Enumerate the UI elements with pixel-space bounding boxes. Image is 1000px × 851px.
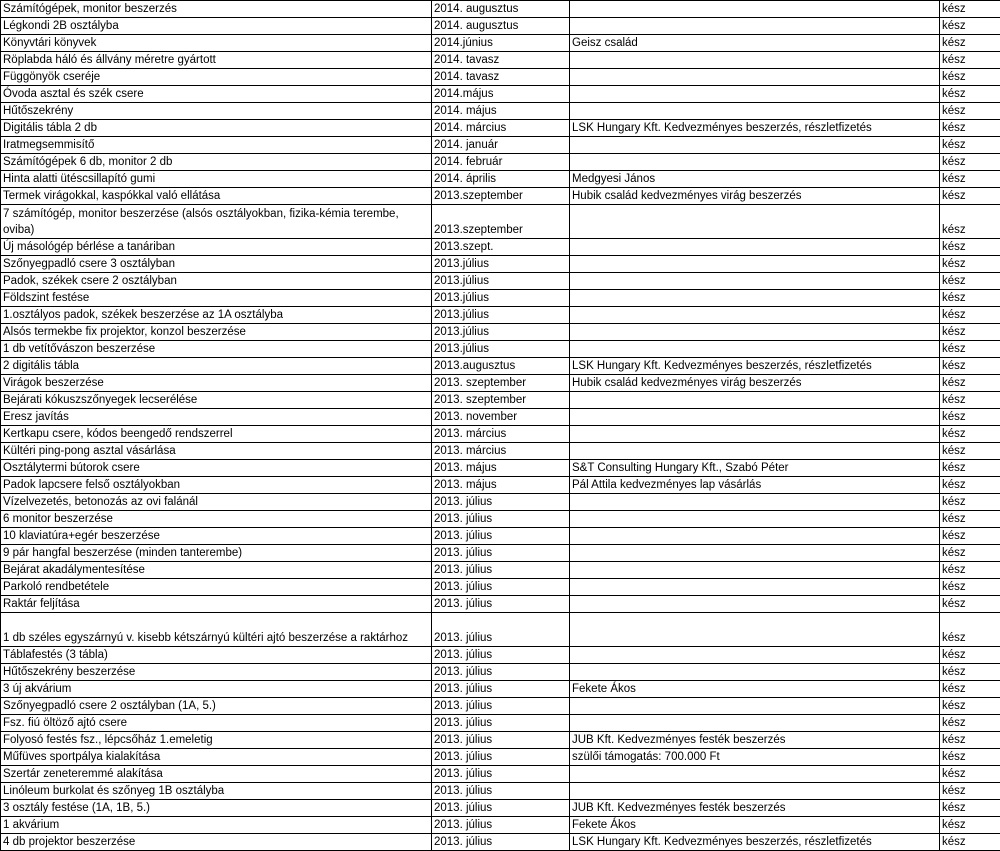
- date-cell[interactable]: 2013. július: [432, 647, 570, 664]
- task-cell[interactable]: Osztálytermi bútorok csere: [1, 460, 432, 477]
- note-cell[interactable]: [570, 103, 940, 120]
- status-cell[interactable]: kész: [940, 188, 1000, 205]
- date-cell[interactable]: 2013. július: [432, 732, 570, 749]
- status-cell[interactable]: kész: [940, 154, 1000, 171]
- date-cell[interactable]: 2013. július: [432, 817, 570, 834]
- task-cell[interactable]: 10 klaviatúra+egér beszerzése: [1, 528, 432, 545]
- note-cell[interactable]: [570, 324, 940, 341]
- date-cell[interactable]: 2013.szeptember: [432, 205, 570, 239]
- note-cell[interactable]: [570, 698, 940, 715]
- note-cell[interactable]: [570, 664, 940, 681]
- task-cell[interactable]: Bejárat akadálymentesítése: [1, 562, 432, 579]
- note-cell[interactable]: [570, 579, 940, 596]
- date-cell[interactable]: 2013.július: [432, 341, 570, 358]
- date-cell[interactable]: 2013. július: [432, 579, 570, 596]
- task-cell[interactable]: Könyvtári könyvek: [1, 35, 432, 52]
- task-cell[interactable]: Termek virágokkal, kaspókkal való ellátása: [1, 188, 432, 205]
- task-cell[interactable]: Vízelvezetés, betonozás az ovi falánál: [1, 494, 432, 511]
- note-cell[interactable]: [570, 154, 940, 171]
- status-cell[interactable]: kész: [940, 392, 1000, 409]
- table-row: [1, 69, 1000, 86]
- date-cell[interactable]: 2013. július: [432, 783, 570, 800]
- date-cell[interactable]: 2013. július: [432, 511, 570, 528]
- table-row: [1, 443, 1000, 460]
- note-cell[interactable]: [570, 494, 940, 511]
- note-cell[interactable]: [570, 613, 940, 647]
- date-cell[interactable]: 2014. február: [432, 154, 570, 171]
- status-cell[interactable]: kész: [940, 817, 1000, 834]
- note-cell[interactable]: Geisz család: [570, 35, 940, 52]
- table-row: [1, 426, 1000, 443]
- status-cell[interactable]: kész: [940, 341, 1000, 358]
- table-row: [1, 613, 1000, 647]
- table-row: [1, 256, 1000, 273]
- table-row: [1, 290, 1000, 307]
- date-cell[interactable]: 2013. május: [432, 477, 570, 494]
- task-cell[interactable]: Padok lapcsere felső osztályokban: [1, 477, 432, 494]
- table-row: [1, 392, 1000, 409]
- task-cell[interactable]: Linóleum burkolat és szőnyeg 1B osztályba: [1, 783, 432, 800]
- task-cell[interactable]: Virágok beszerzése: [1, 375, 432, 392]
- note-cell[interactable]: [570, 426, 940, 443]
- date-cell[interactable]: 2014.május: [432, 86, 570, 103]
- table-row: [1, 205, 1000, 239]
- date-cell[interactable]: 2013. március: [432, 426, 570, 443]
- table-row: [1, 749, 1000, 766]
- table-row: [1, 307, 1000, 324]
- date-cell[interactable]: 2013. május: [432, 460, 570, 477]
- note-cell[interactable]: [570, 562, 940, 579]
- task-cell[interactable]: Műfüves sportpálya kialakítása: [1, 749, 432, 766]
- date-cell[interactable]: 2014. április: [432, 171, 570, 188]
- date-cell[interactable]: 2013. július: [432, 681, 570, 698]
- table-row: [1, 562, 1000, 579]
- status-cell[interactable]: kész: [940, 528, 1000, 545]
- task-cell[interactable]: 6 monitor beszerzése: [1, 511, 432, 528]
- note-cell[interactable]: Medgyesi János: [570, 171, 940, 188]
- task-cell[interactable]: Légkondi 2B osztályba: [1, 18, 432, 35]
- status-cell[interactable]: kész: [940, 715, 1000, 732]
- table-row: [1, 103, 1000, 120]
- date-cell[interactable]: 2014.június: [432, 35, 570, 52]
- task-cell[interactable]: Folyosó festés fsz., lépcsőház 1.emeletig: [1, 732, 432, 749]
- note-cell[interactable]: LSK Hungary Kft. Kedvezményes beszerzés, részletfizetés: [570, 834, 940, 851]
- status-cell[interactable]: kész: [940, 205, 1000, 239]
- status-cell[interactable]: kész: [940, 477, 1000, 494]
- status-cell[interactable]: kész: [940, 18, 1000, 35]
- task-cell[interactable]: 1 db vetítővászon beszerzése: [1, 341, 432, 358]
- table-row: [1, 596, 1000, 613]
- date-cell[interactable]: 2013. július: [432, 494, 570, 511]
- task-cell[interactable]: Függönyök cseréje: [1, 69, 432, 86]
- status-cell[interactable]: kész: [940, 732, 1000, 749]
- note-cell[interactable]: [570, 52, 940, 69]
- task-cell[interactable]: Hűtőszekrény: [1, 103, 432, 120]
- note-cell[interactable]: Hubik család kedvezményes virág beszerzés: [570, 375, 940, 392]
- status-cell[interactable]: kész: [940, 579, 1000, 596]
- status-cell[interactable]: kész: [940, 120, 1000, 137]
- task-cell[interactable]: 1.osztályos padok, székek beszerzése az 1A osztályba: [1, 307, 432, 324]
- note-cell[interactable]: [570, 1, 940, 18]
- status-cell[interactable]: kész: [940, 443, 1000, 460]
- table-row: [1, 647, 1000, 664]
- table-row: [1, 766, 1000, 783]
- table-row: [1, 409, 1000, 426]
- date-cell[interactable]: 2013. július: [432, 545, 570, 562]
- status-cell[interactable]: kész: [940, 375, 1000, 392]
- table-row: [1, 477, 1000, 494]
- table-row: [1, 188, 1000, 205]
- date-cell[interactable]: 2013.július: [432, 273, 570, 290]
- spreadsheet-body: [1, 1, 1000, 851]
- note-cell[interactable]: S&T Consulting Hungary Kft., Szabó Péter: [570, 460, 940, 477]
- note-cell[interactable]: [570, 647, 940, 664]
- note-cell[interactable]: JUB Kft. Kedvezményes festék beszerzés: [570, 732, 940, 749]
- date-cell[interactable]: 2013. július: [432, 613, 570, 647]
- status-cell[interactable]: kész: [940, 766, 1000, 783]
- date-cell[interactable]: 2013.július: [432, 324, 570, 341]
- task-cell[interactable]: Szőnyegpadló csere 2 osztályban (1A, 5.): [1, 698, 432, 715]
- date-cell[interactable]: 2013. július: [432, 596, 570, 613]
- task-cell[interactable]: 9 pár hangfal beszerzése (minden tanterembe): [1, 545, 432, 562]
- table-row: [1, 681, 1000, 698]
- table-row: [1, 715, 1000, 732]
- note-cell[interactable]: Fekete Ákos: [570, 681, 940, 698]
- status-cell[interactable]: kész: [940, 664, 1000, 681]
- table-row: [1, 324, 1000, 341]
- table-row: [1, 120, 1000, 137]
- table-row: [1, 528, 1000, 545]
- status-cell[interactable]: kész: [940, 256, 1000, 273]
- date-cell[interactable]: 2014. tavasz: [432, 69, 570, 86]
- status-cell[interactable]: kész: [940, 69, 1000, 86]
- note-cell[interactable]: [570, 443, 940, 460]
- task-cell[interactable]: 4 db projektor beszerzése: [1, 834, 432, 851]
- table-row: [1, 171, 1000, 188]
- date-cell[interactable]: 2013. július: [432, 698, 570, 715]
- date-cell[interactable]: 2013.szept.: [432, 239, 570, 256]
- table-row: [1, 494, 1000, 511]
- task-cell[interactable]: Hűtőszekrény beszerzése: [1, 664, 432, 681]
- note-cell[interactable]: [570, 290, 940, 307]
- task-cell[interactable]: Számítógépek 6 db, monitor 2 db: [1, 154, 432, 171]
- table-row: [1, 698, 1000, 715]
- table-row: [1, 35, 1000, 52]
- date-cell[interactable]: 2013. szeptember: [432, 392, 570, 409]
- note-cell[interactable]: [570, 86, 940, 103]
- note-cell[interactable]: [570, 256, 940, 273]
- task-cell[interactable]: Fsz. fiú öltöző ajtó csere: [1, 715, 432, 732]
- status-cell[interactable]: kész: [940, 749, 1000, 766]
- note-cell[interactable]: [570, 239, 940, 256]
- date-cell[interactable]: 2013. szeptember: [432, 375, 570, 392]
- date-cell[interactable]: 2014. március: [432, 120, 570, 137]
- status-cell[interactable]: kész: [940, 545, 1000, 562]
- date-cell[interactable]: 2013. július: [432, 766, 570, 783]
- status-cell[interactable]: kész: [940, 290, 1000, 307]
- note-cell[interactable]: [570, 545, 940, 562]
- task-cell[interactable]: Digitális tábla 2 db: [1, 120, 432, 137]
- note-cell[interactable]: [570, 273, 940, 290]
- task-cell[interactable]: Földszint festése: [1, 290, 432, 307]
- status-cell[interactable]: kész: [940, 562, 1000, 579]
- note-cell[interactable]: [570, 596, 940, 613]
- note-cell[interactable]: [570, 18, 940, 35]
- status-cell[interactable]: kész: [940, 494, 1000, 511]
- table-row: [1, 664, 1000, 681]
- status-cell[interactable]: kész: [940, 596, 1000, 613]
- task-cell[interactable]: Új másológép bérlése a tanáriban: [1, 239, 432, 256]
- date-cell[interactable]: 2013. július: [432, 834, 570, 851]
- note-cell[interactable]: Fekete Ákos: [570, 817, 940, 834]
- status-cell[interactable]: kész: [940, 783, 1000, 800]
- status-cell[interactable]: kész: [940, 273, 1000, 290]
- note-cell[interactable]: LSK Hungary Kft. Kedvezményes beszerzés, részletfizetés: [570, 120, 940, 137]
- task-cell[interactable]: Táblafestés (3 tábla): [1, 647, 432, 664]
- status-cell[interactable]: kész: [940, 800, 1000, 817]
- table-row: [1, 358, 1000, 375]
- status-cell[interactable]: kész: [940, 171, 1000, 188]
- date-cell[interactable]: 2014. augusztus: [432, 1, 570, 18]
- status-cell[interactable]: kész: [940, 52, 1000, 69]
- status-cell[interactable]: kész: [940, 511, 1000, 528]
- table-row: [1, 511, 1000, 528]
- status-cell[interactable]: kész: [940, 103, 1000, 120]
- status-cell[interactable]: kész: [940, 239, 1000, 256]
- status-cell[interactable]: kész: [940, 426, 1000, 443]
- task-cell[interactable]: Kertkapu csere, kódos beengedő rendszerrel: [1, 426, 432, 443]
- task-cell[interactable]: Alsós termekbe fix projektor, konzol beszerzése: [1, 324, 432, 341]
- table-row: [1, 375, 1000, 392]
- task-cell[interactable]: Hinta alatti ütéscsillapító gumi: [1, 171, 432, 188]
- date-cell[interactable]: 2013.július: [432, 290, 570, 307]
- task-cell[interactable]: Óvoda asztal és szék csere: [1, 86, 432, 103]
- note-cell[interactable]: szülői támogatás: 700.000 Ft: [570, 749, 940, 766]
- table-row: [1, 834, 1000, 851]
- date-cell[interactable]: 2013. július: [432, 528, 570, 545]
- date-cell[interactable]: 2013. július: [432, 715, 570, 732]
- status-cell[interactable]: kész: [940, 409, 1000, 426]
- date-cell[interactable]: 2013. július: [432, 749, 570, 766]
- note-cell[interactable]: [570, 205, 940, 239]
- task-cell[interactable]: Padok, székek csere 2 osztályban: [1, 273, 432, 290]
- task-cell[interactable]: Kültéri ping-pong asztal vásárlása: [1, 443, 432, 460]
- date-cell[interactable]: 2013. március: [432, 443, 570, 460]
- status-cell[interactable]: kész: [940, 681, 1000, 698]
- table-row: [1, 545, 1000, 562]
- task-cell[interactable]: 3 osztály festése (1A, 1B, 5.): [1, 800, 432, 817]
- table-row: [1, 732, 1000, 749]
- task-cell[interactable]: Szőnyegpadló csere 3 osztályban: [1, 256, 432, 273]
- date-cell[interactable]: 2014. január: [432, 137, 570, 154]
- task-cell[interactable]: 1 akvárium: [1, 817, 432, 834]
- table-row: [1, 52, 1000, 69]
- table-row: [1, 800, 1000, 817]
- date-cell[interactable]: 2013.szeptember: [432, 188, 570, 205]
- note-cell[interactable]: [570, 341, 940, 358]
- status-cell[interactable]: kész: [940, 358, 1000, 375]
- date-cell[interactable]: 2013. július: [432, 800, 570, 817]
- task-cell[interactable]: 2 digitális tábla: [1, 358, 432, 375]
- table-row: [1, 239, 1000, 256]
- note-cell[interactable]: LSK Hungary Kft. Kedvezményes beszerzés, részletfizetés: [570, 358, 940, 375]
- task-cell[interactable]: Raktár feljítása: [1, 596, 432, 613]
- table-row: [1, 817, 1000, 834]
- status-cell[interactable]: kész: [940, 35, 1000, 52]
- table-row: [1, 154, 1000, 171]
- table-row: [1, 783, 1000, 800]
- status-cell[interactable]: kész: [940, 1, 1000, 18]
- table-row: [1, 1, 1000, 18]
- date-cell[interactable]: 2014. augusztus: [432, 18, 570, 35]
- note-cell[interactable]: [570, 715, 940, 732]
- table-row: [1, 86, 1000, 103]
- task-cell[interactable]: Parkoló rendbetétele: [1, 579, 432, 596]
- note-cell[interactable]: [570, 528, 940, 545]
- status-cell[interactable]: kész: [940, 307, 1000, 324]
- status-cell[interactable]: kész: [940, 324, 1000, 341]
- status-cell[interactable]: kész: [940, 647, 1000, 664]
- date-cell[interactable]: 2013.augusztus: [432, 358, 570, 375]
- note-cell[interactable]: [570, 307, 940, 324]
- note-cell[interactable]: [570, 69, 940, 86]
- status-cell[interactable]: kész: [940, 613, 1000, 647]
- note-cell[interactable]: [570, 409, 940, 426]
- status-cell[interactable]: kész: [940, 137, 1000, 154]
- note-cell[interactable]: [570, 783, 940, 800]
- task-cell[interactable]: Bejárati kókuszszőnyegek lecserélése: [1, 392, 432, 409]
- task-cell[interactable]: Szertár zeneteremmé alakítása: [1, 766, 432, 783]
- table-row: [1, 137, 1000, 154]
- task-cell[interactable]: Eresz javítás: [1, 409, 432, 426]
- status-cell[interactable]: kész: [940, 460, 1000, 477]
- date-cell[interactable]: 2013. július: [432, 664, 570, 681]
- date-cell[interactable]: 2014. május: [432, 103, 570, 120]
- date-cell[interactable]: 2013.július: [432, 307, 570, 324]
- table-row: [1, 18, 1000, 35]
- task-cell[interactable]: Számítógépek, monitor beszerzés: [1, 1, 432, 18]
- status-cell[interactable]: kész: [940, 698, 1000, 715]
- task-cell[interactable]: Röplabda háló és állvány méretre gyártott: [1, 52, 432, 69]
- table-row: [1, 579, 1000, 596]
- status-cell[interactable]: kész: [940, 86, 1000, 103]
- task-cell[interactable]: Iratmegsemmisítő: [1, 137, 432, 154]
- note-cell[interactable]: [570, 137, 940, 154]
- status-cell[interactable]: kész: [940, 834, 1000, 851]
- task-cell[interactable]: 7 számítógép, monitor beszerzése (alsós osztályokban, fizika-kémia terembe, oviba): [1, 205, 432, 239]
- date-cell[interactable]: 2013. július: [432, 562, 570, 579]
- note-cell[interactable]: [570, 392, 940, 409]
- date-cell[interactable]: 2013.július: [432, 256, 570, 273]
- table-row: [1, 273, 1000, 290]
- note-cell[interactable]: [570, 511, 940, 528]
- table-row: [1, 341, 1000, 358]
- task-cell[interactable]: 3 új akvárium: [1, 681, 432, 698]
- date-cell[interactable]: 2013. november: [432, 409, 570, 426]
- table-row: [1, 460, 1000, 477]
- note-cell[interactable]: Hubik család kedvezményes virág beszerzés: [570, 188, 940, 205]
- task-cell[interactable]: 1 db széles egyszárnyú v. kisebb kétszárnyú kültéri ajtó beszerzése a raktárhoz: [1, 613, 432, 647]
- date-cell[interactable]: 2014. tavasz: [432, 52, 570, 69]
- note-cell[interactable]: [570, 766, 940, 783]
- note-cell[interactable]: JUB Kft. Kedvezményes festék beszerzés: [570, 800, 940, 817]
- note-cell[interactable]: Pál Attila kedvezményes lap vásárlás: [570, 477, 940, 494]
